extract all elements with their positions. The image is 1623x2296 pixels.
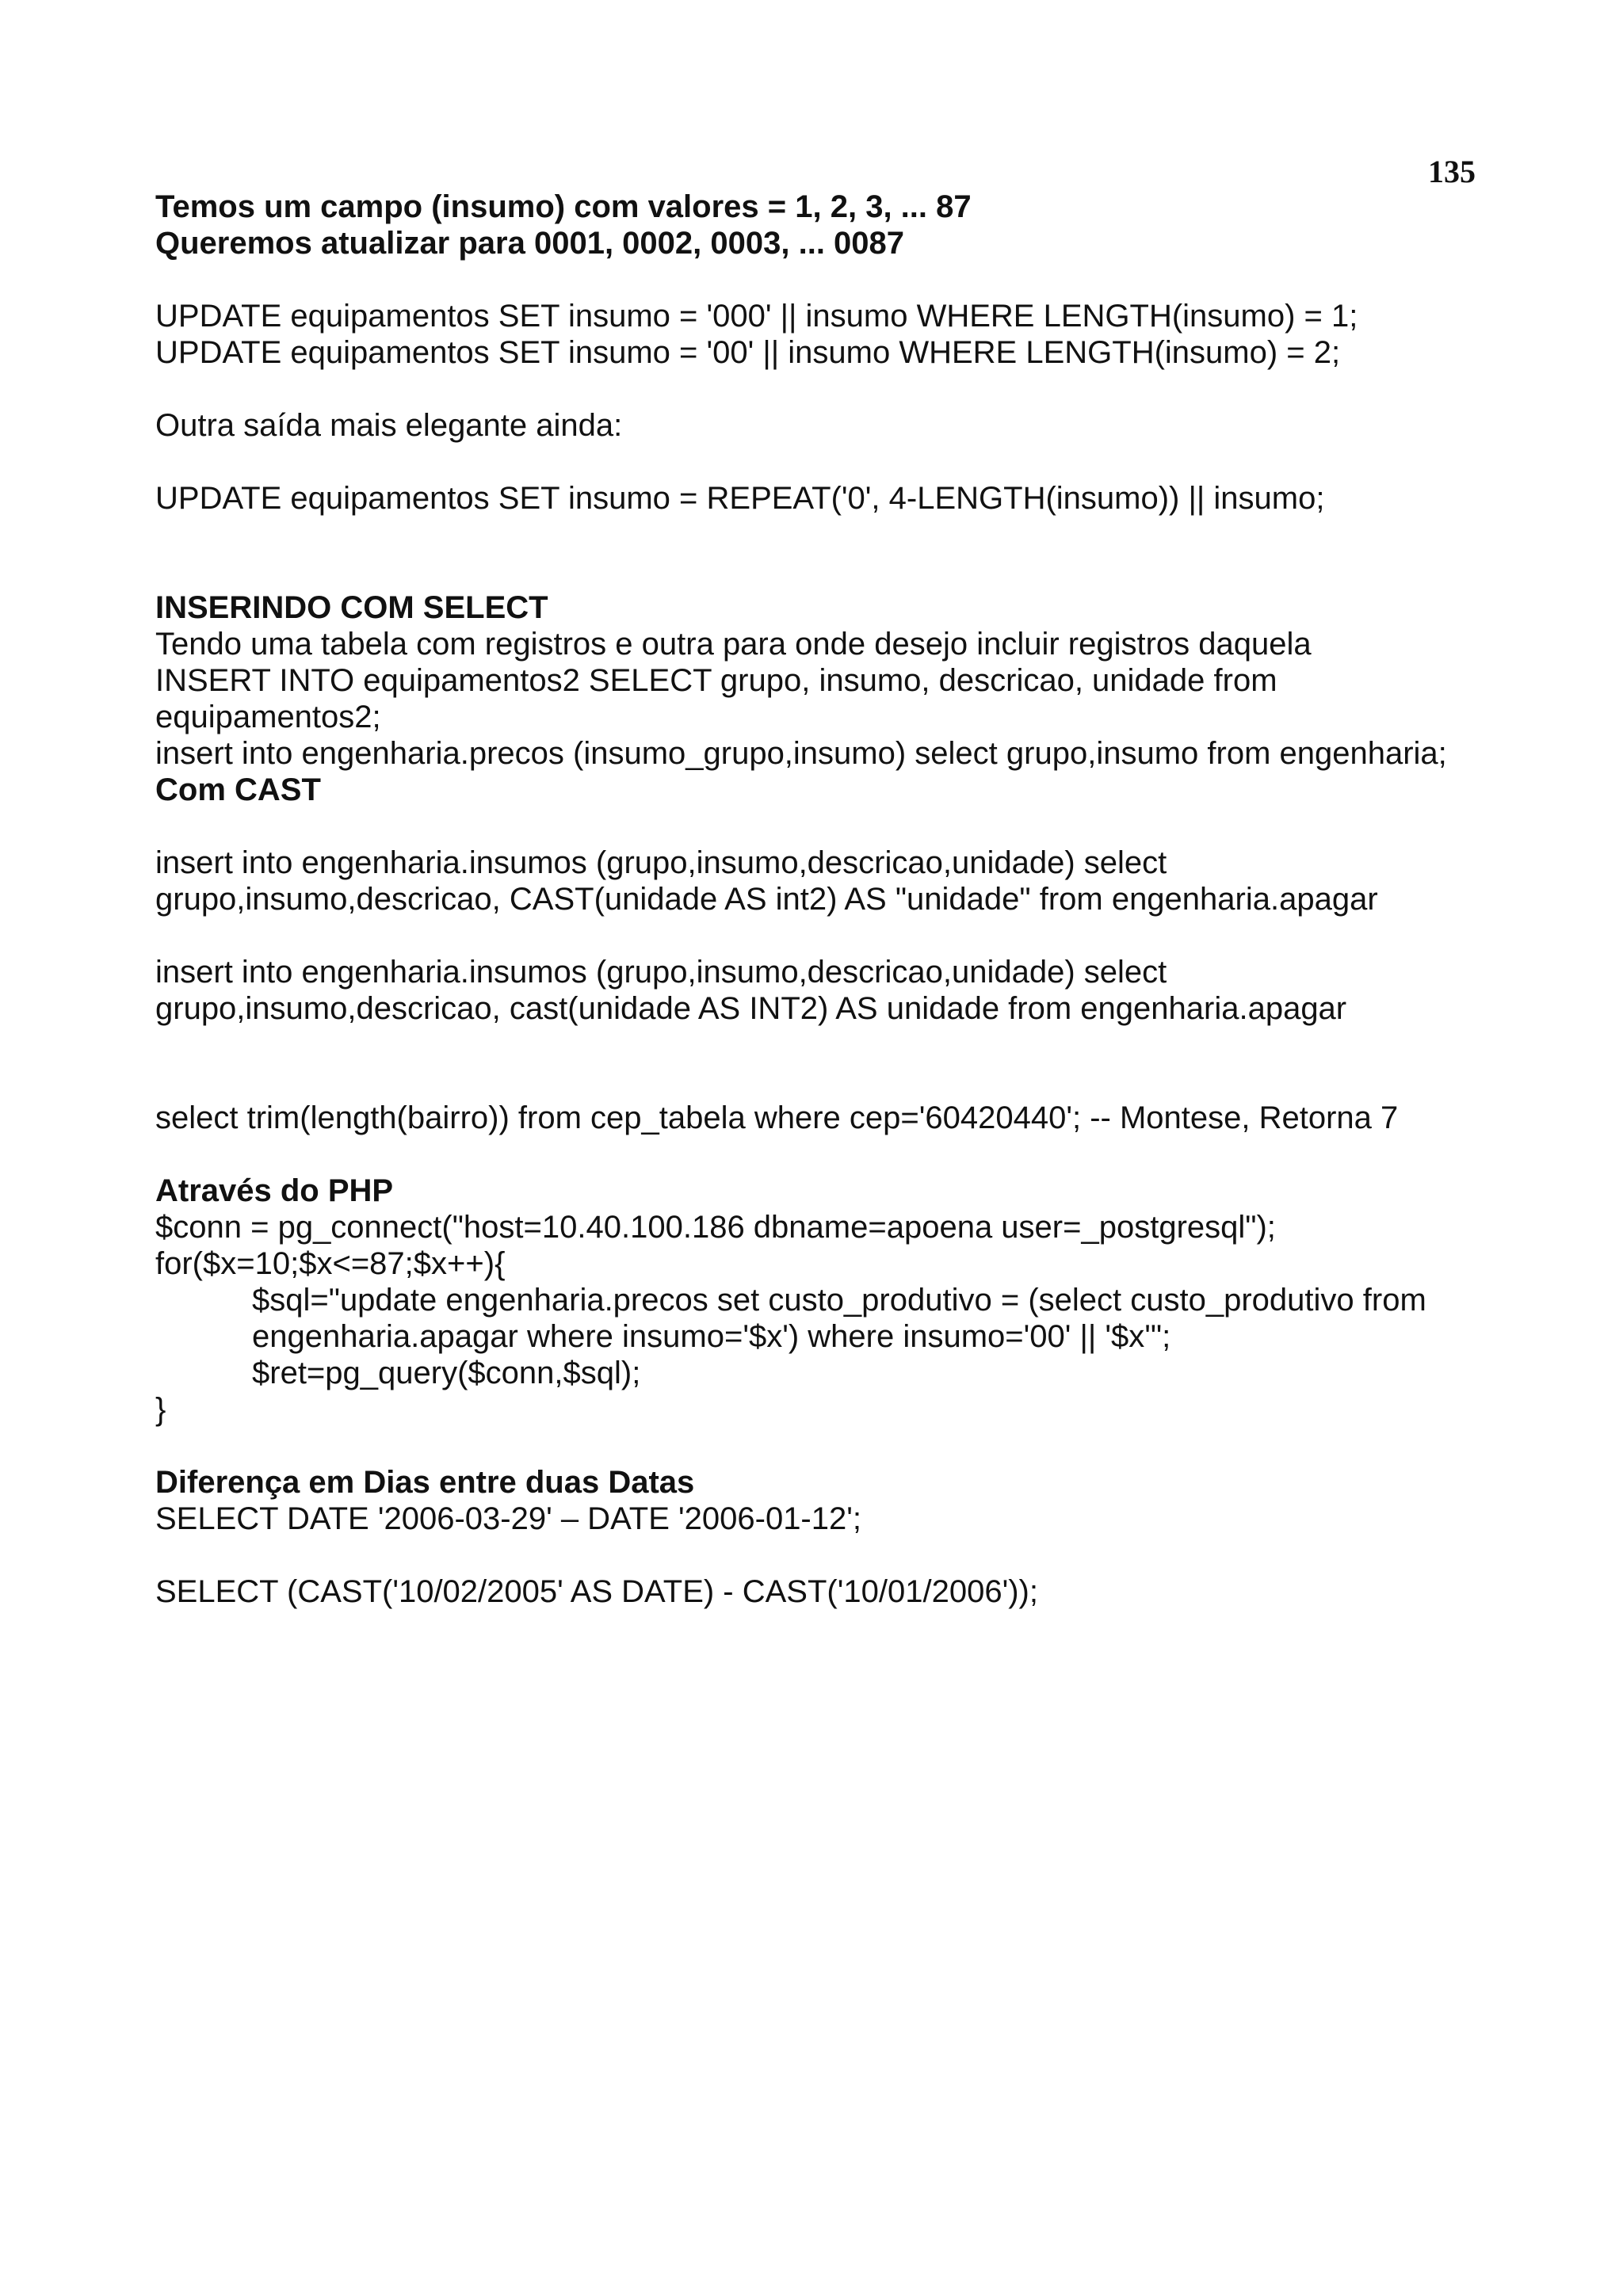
spacer <box>155 261 1518 298</box>
spacer <box>155 1537 1518 1573</box>
insert-select-heading: INSERINDO COM SELECT <box>155 590 548 625</box>
insert-select-line-2: INSERT INTO equipamentos2 SELECT grupo, insumo, descricao, unidade from <box>155 663 1277 698</box>
date-line-2: SELECT (CAST('10/02/2005' AS DATE) - CAST('10/01/2006')); <box>155 1574 1038 1609</box>
spacer <box>155 371 1518 407</box>
update-line-1: UPDATE equipamentos SET insumo = '000' || insumo WHERE LENGTH(insumo) = 1; <box>155 299 1358 334</box>
php-line-1: $conn = pg_connect("host=10.40.100.186 dbname=apoena user=_postgresql"); <box>155 1210 1276 1245</box>
page-number: 135 <box>1428 154 1476 189</box>
document-body <box>155 189 1518 1610</box>
php-line-4: engenharia.apagar where insumo='$x') where insumo='00' || '$x'"; <box>252 1319 1171 1354</box>
intro-line-1: Temos um campo (insumo) com valores = 1, 2, 3, ... 87 <box>155 189 972 224</box>
trim-query: select trim(length(bairro)) from cep_tabela where cep='60420440'; -- Montese, Retorna 7 <box>155 1100 1399 1135</box>
spacer <box>155 808 1518 845</box>
insert-select-line-3: equipamentos2; <box>155 700 381 734</box>
php-line-3: $sql="update engenharia.precos set custo_produtivo = (select custo_produtivo from <box>252 1283 1426 1318</box>
repeat-update: UPDATE equipamentos SET insumo = REPEAT('0', 4-LENGTH(insumo)) || insumo; <box>155 481 1325 516</box>
spacer <box>155 1428 1518 1464</box>
spacer <box>155 1136 1518 1173</box>
date-line-1: SELECT DATE '2006-03-29' – DATE '2006-01-12'; <box>155 1501 861 1536</box>
cast-query-2-line-2: grupo,insumo,descricao, cast(unidade AS INT2) AS unidade from engenharia.apagar <box>155 991 1347 1026</box>
insert-select-line-4: insert into engenharia.precos (insumo_grupo,insumo) select grupo,insumo from engenharia; <box>155 736 1447 771</box>
spacer <box>155 1027 1518 1100</box>
cast-query-1-line-1: insert into engenharia.insumos (grupo,insumo,descricao,unidade) select <box>155 845 1167 880</box>
spacer <box>155 444 1518 480</box>
spacer <box>155 917 1518 954</box>
intro-line-2: Queremos atualizar para 0001, 0002, 0003, ... 0087 <box>155 226 905 261</box>
php-line-5: $ret=pg_query($conn,$sql); <box>252 1356 641 1390</box>
php-heading: Através do PHP <box>155 1173 394 1208</box>
insert-select-line-1: Tendo uma tabela com registros e outra para onde desejo incluir registros daquela <box>155 627 1312 662</box>
alt-label: Outra saída mais elegante ainda: <box>155 408 623 443</box>
update-line-2: UPDATE equipamentos SET insumo = '00' || insumo WHERE LENGTH(insumo) = 2; <box>155 335 1341 370</box>
date-heading: Diferença em Dias entre duas Datas <box>155 1465 695 1500</box>
php-line-6: } <box>155 1392 166 1427</box>
cast-query-2-line-1: insert into engenharia.insumos (grupo,insumo,descricao,unidade) select <box>155 955 1167 990</box>
cast-heading: Com CAST <box>155 772 321 807</box>
php-line-2: for($x=10;$x<=87;$x++){ <box>155 1246 506 1281</box>
cast-query-1-line-2: grupo,insumo,descricao, CAST(unidade AS int2) AS "unidade" from engenharia.apagar <box>155 882 1378 917</box>
spacer <box>155 517 1518 589</box>
